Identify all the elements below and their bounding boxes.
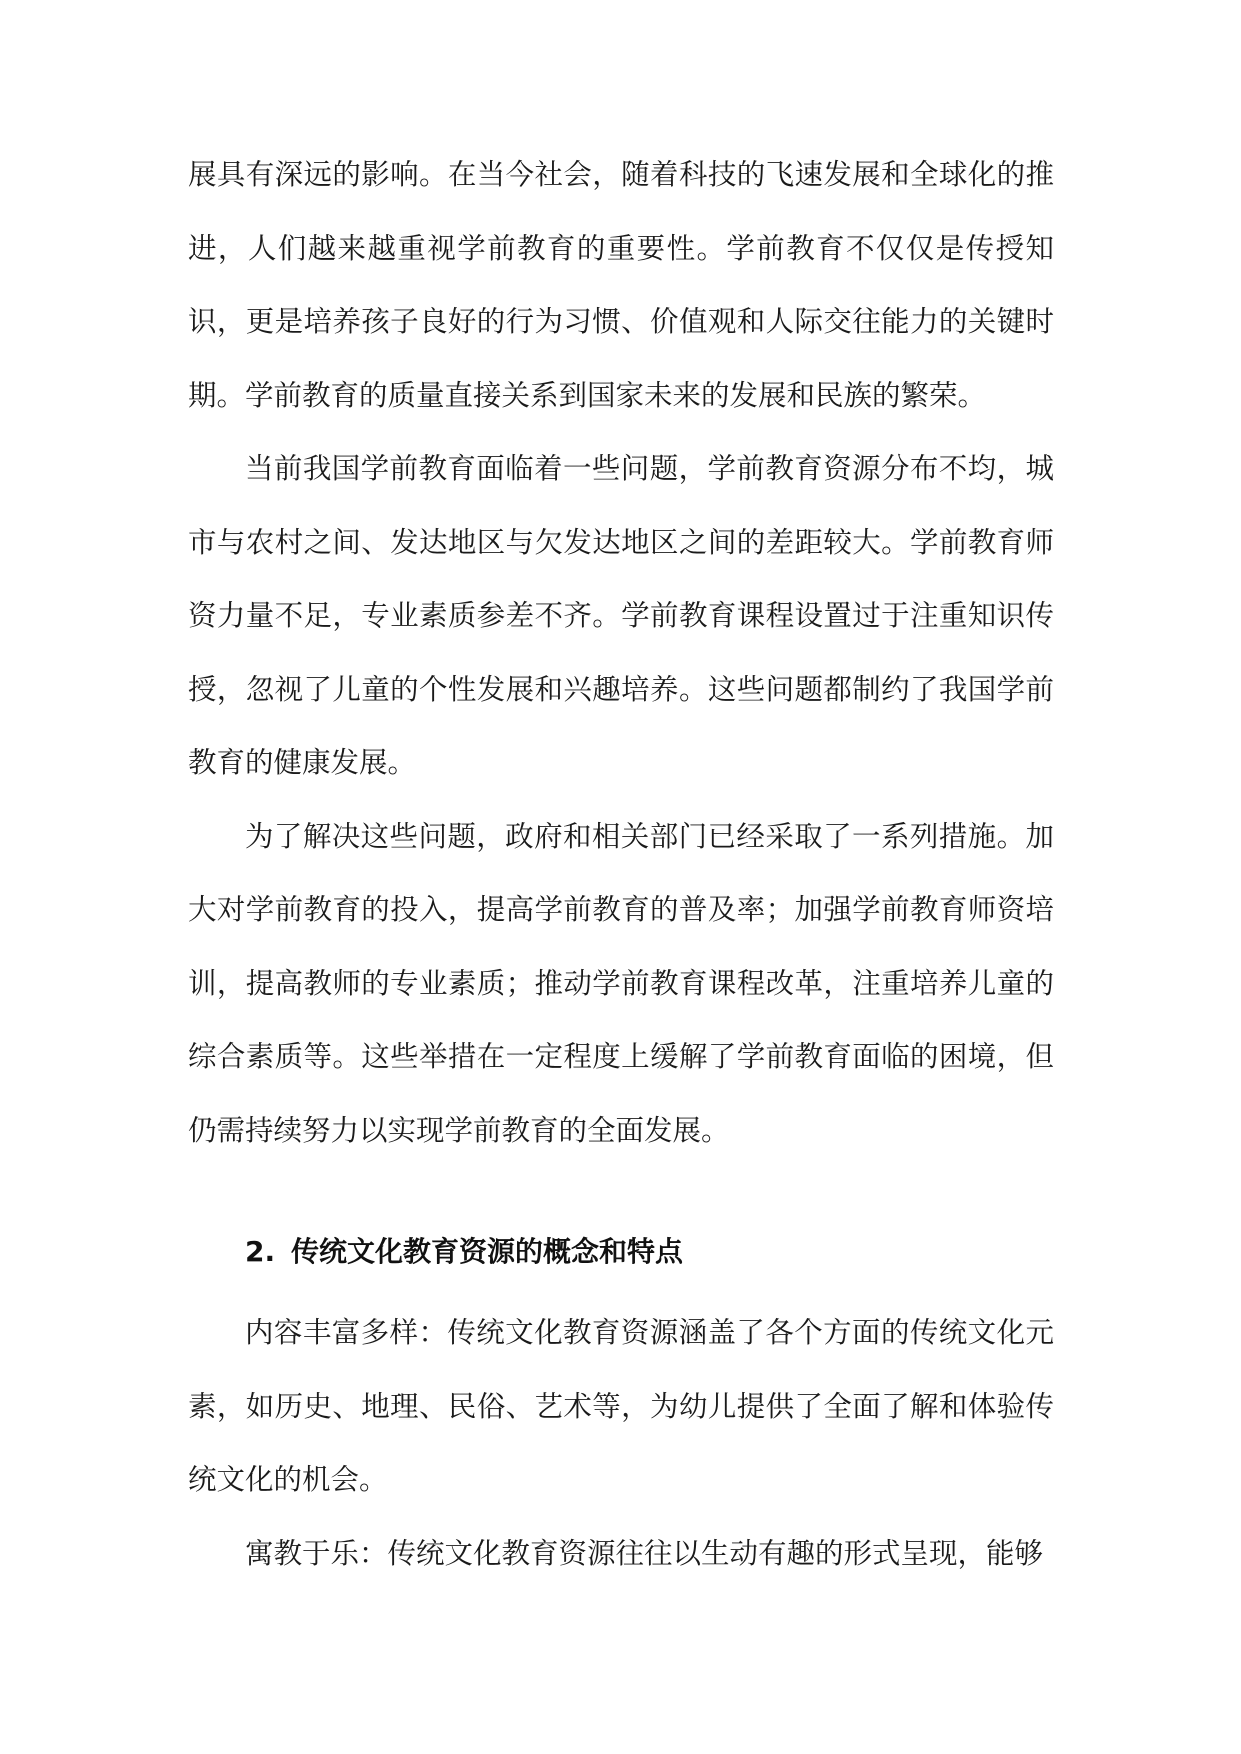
section-2-heading-number: 2. xyxy=(245,1235,276,1268)
section-2-heading xyxy=(245,1232,683,1272)
paragraph-1: 展具有深远的影响。在当今社会，随着科技的飞速发展和全球化的推进，人们越来越重视学前教育的重要性。学前教育不仅仅是传授知识，更是培养孩子良好的行为习惯、价值观和人际交往能力的关键时期。学前教育的质量直接关系到国家未来的发展和民族的繁荣。 xyxy=(188,158,1054,412)
paragraph-5: 寓教于乐：传统文化教育资源往往以生动有趣的形式呈现，能够 xyxy=(245,1536,1044,1570)
paragraph-2: 当前我国学前教育面临着一些问题，学前教育资源分布不均，城市与农村之间、发达地区与欠发达地区之间的差距较大。学前教育师资力量不足，专业素质参差不齐。学前教育课程设置过于注重知识传授，忽视了儿童的个性发展和兴趣培养。这些问题都制约了我国学前教育的健康发展。 xyxy=(188,452,1054,779)
section-2-heading-text: 传统文化教育资源的概念和特点 xyxy=(291,1235,684,1268)
paragraph-3: 为了解决这些问题，政府和相关部门已经采取了一系列措施。加大对学前教育的投入，提高学前教育的普及率；加强学前教育师资培训，提高教师的专业素质；推动学前教育课程改革，注重培养儿童的综合素质等。这些举措在一定程度上缓解了学前教育面临的困境，但仍需持续努力以实现学前教育的全面发展。 xyxy=(188,819,1054,1147)
paragraph-4: 内容丰富多样：传统文化教育资源涵盖了各个方面的传统文化元素，如历史、地理、民俗、艺术等，为幼儿提供了全面了解和体验传统文化的机会。 xyxy=(188,1316,1054,1496)
section-1-body xyxy=(188,138,1054,1167)
section-2-body xyxy=(188,1296,1054,1590)
